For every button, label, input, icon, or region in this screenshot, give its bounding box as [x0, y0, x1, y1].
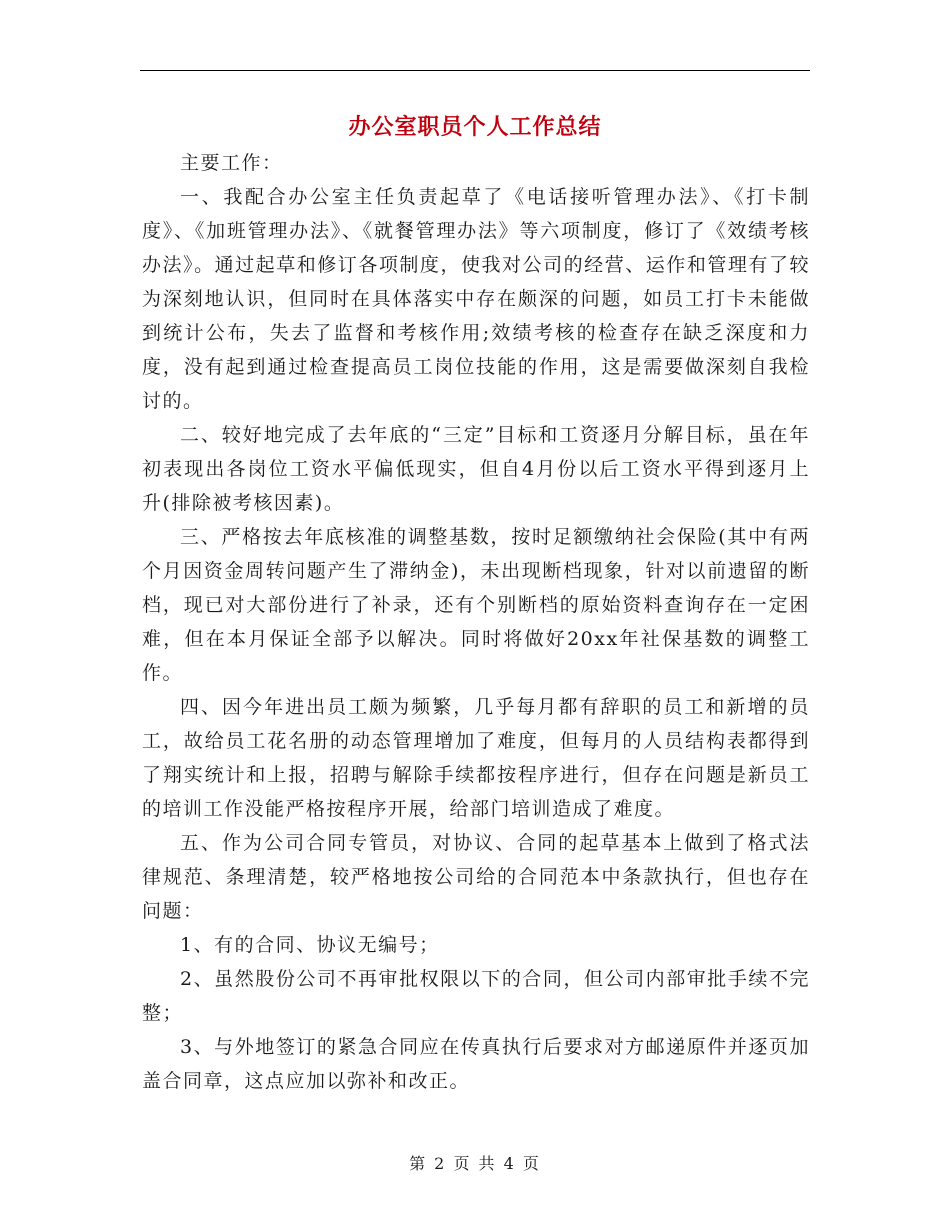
paragraph-subitem-3: 3、与外地签订的紧急合同应在传真执行后要求对方邮递原件并逐页加盖合同章，这点应加以弥补和改正。 — [142, 1036, 810, 1092]
paragraph-subitem-1: 1、有的合同、协议无编号； — [180, 934, 440, 956]
paragraph-item-1: 一、我配合办公室主任负责起草了《电话接听管理办法》、《打卡制度》、《加班管理办法》、《就餐管理办法》等六项制度，修订了《效绩考核办法》。通过起草和修订各项制度，使我对公司的经营、运作和管理有了较为深刻地认识，但同时在具体落实中存在颇深的问题，如员工打卡未能做到统计公布，失去了监督和考核作用;效绩考核的检查存在缺乏深度和力度，没有起到通过检查提高员工岗位技能的作用，这是需要做深刻自我检讨的。 — [142, 186, 810, 412]
paragraph-item-4: 四、因今年进出员工颇为频繁，几乎每月都有辞职的员工和新增的员工，故给员工花名册的动态管理增加了难度，但每月的人员结构表都得到了翔实统计和上报，招聘与解除手续都按程序进行，但存在问题是新员工的培训工作没能严格按程序开展，给部门培训造成了难度。 — [142, 696, 810, 820]
paragraph-item-3: 三、严格按去年底核准的调整基数，按时足额缴纳社会保险(其中有两个月因资金周转问题产生了滞纳金)，未出现断档现象，针对以前遗留的断档，现已对大部份进行了补录，还有个别断档的原始资料查询存在一定困难，但在本月保证全部予以解决。同时将做好20xx年社保基数的调整工作。 — [142, 526, 810, 684]
paragraph-subitem-2: 2、虽然股份公司不再审批权限以下的合同，但公司内部审批手续不完整； — [142, 968, 810, 1024]
header-rule — [140, 70, 810, 71]
paragraph-item-5: 五、作为公司合同专管员，对协议、合同的起草基本上做到了格式法律规范、条理清楚，较严格地按公司给的合同范本中条款执行，但也存在问题： — [142, 832, 810, 922]
paragraph-item-2: 二、较好地完成了去年底的“三定”目标和工资逐月分解目标，虽在年初表现出各岗位工资水平偏低现实，但自4月份以后工资水平得到逐月上升(排除被考核因素)。 — [142, 424, 810, 514]
page-footer: 第 2 页 共 4 页 — [409, 1154, 541, 1173]
document-body — [142, 146, 810, 1098]
document-title: 办公室职员个人工作总结 — [348, 114, 602, 140]
paragraph-heading: 主要工作： — [180, 152, 283, 174]
